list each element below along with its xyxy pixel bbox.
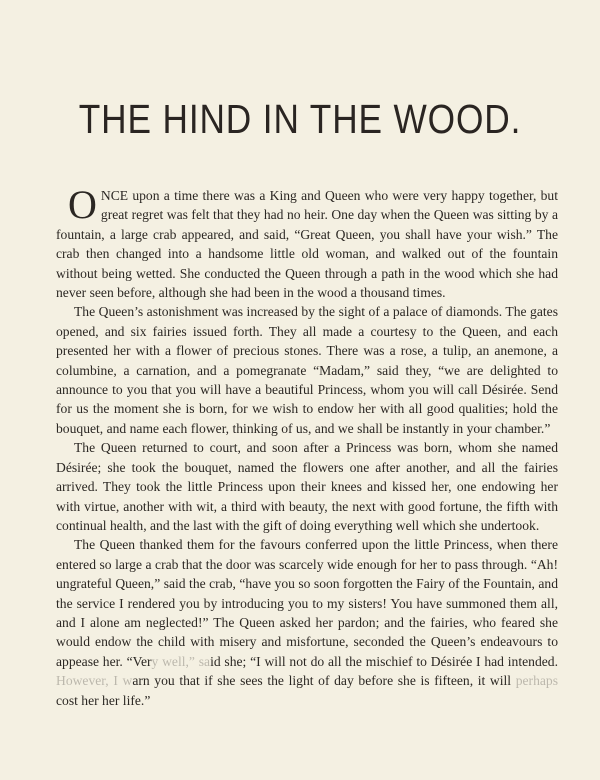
drop-cap: O: [68, 182, 97, 227]
paragraph-2-text: The Queen’s astonishment was increased by the sight of a palace of diamonds. The gates opened, and six fairies issued forth. They all made a courtesy to the Queen, and each presented her with a flower of precious stones. There was a rose, a tulip, an anemone, a columbine, a carnation, and a pomegranate “Madam,” said they, “we are delighted to announce to you that you will have a beautiful Princess, whom you will call Désirée. Send for us the moment she is born, for we wish to endow her with all good qualities; hold the bouquet, and name each flower, thinking of us, and we shall be instantly in your chamber.”: [56, 304, 558, 436]
faded-text-1: y well,” sa: [151, 653, 211, 669]
paragraph-4-text-end: cost her her life.”: [56, 692, 151, 708]
faded-text-2: However, I w: [56, 673, 133, 689]
faded-text-3: perhaps: [511, 673, 558, 689]
paragraph-2: [56, 302, 558, 438]
paragraph-4: [56, 535, 558, 710]
page-title: THE HIND IN THE WOOD.: [78, 96, 522, 142]
paragraph-1-text: NCE upon a time there was a King and Queen who were very happy together, but great regret was felt that they had no heir. One day when the Queen was sitting by a fountain, a large crab appeared, and said, “Great Queen, you shall have your wish.” The crab then changed into a handsome little old woman, and walked out of the fountain without being wetted. She conducted the Queen through a path in the wood which she had never seen before, although she had been in the wood a thousand times.: [56, 188, 558, 301]
paragraph-3-text: The Queen returned to court, and soon after a Princess was born, whom she named Désirée; she took the bouquet, named the flowers one after another, and all the fairies arrived. They took the little Princess upon their knees and kissed her, one endowing her with virtue, another with wit, a third with beauty, the next with good fortune, the fifth with continual health, and the last with the gift of doing everything well which she undertook.: [56, 440, 558, 533]
paragraph-3: [56, 438, 558, 535]
paragraph-4-text-mid2: arn you that if she sees the light of day before she is fifteen, it will: [132, 673, 512, 689]
paragraph-1: [56, 182, 558, 302]
story-text: [56, 182, 558, 710]
paragraph-4-text-start: The Queen thanked them for the favours conferred upon the little Princess, when there entered so large a crab that the door was scarcely wide enough for her to pass through. “Ah! ungrateful Queen,” said the crab, “have you so soon forgotten the Fairy of the Fountain, and the service I rendered you by introducing you to my sisters! You have summoned them all, and I alone am neglected!” The Queen asked her pardon; and the fairies, who feared she would endow the child with misery and misfortune, seconded the Queen’s endeavours to appease her. “Ver: [56, 537, 558, 669]
paragraph-4-text-mid1: id she; “I will not do all the mischief to Désirée I had intended.: [210, 653, 558, 669]
